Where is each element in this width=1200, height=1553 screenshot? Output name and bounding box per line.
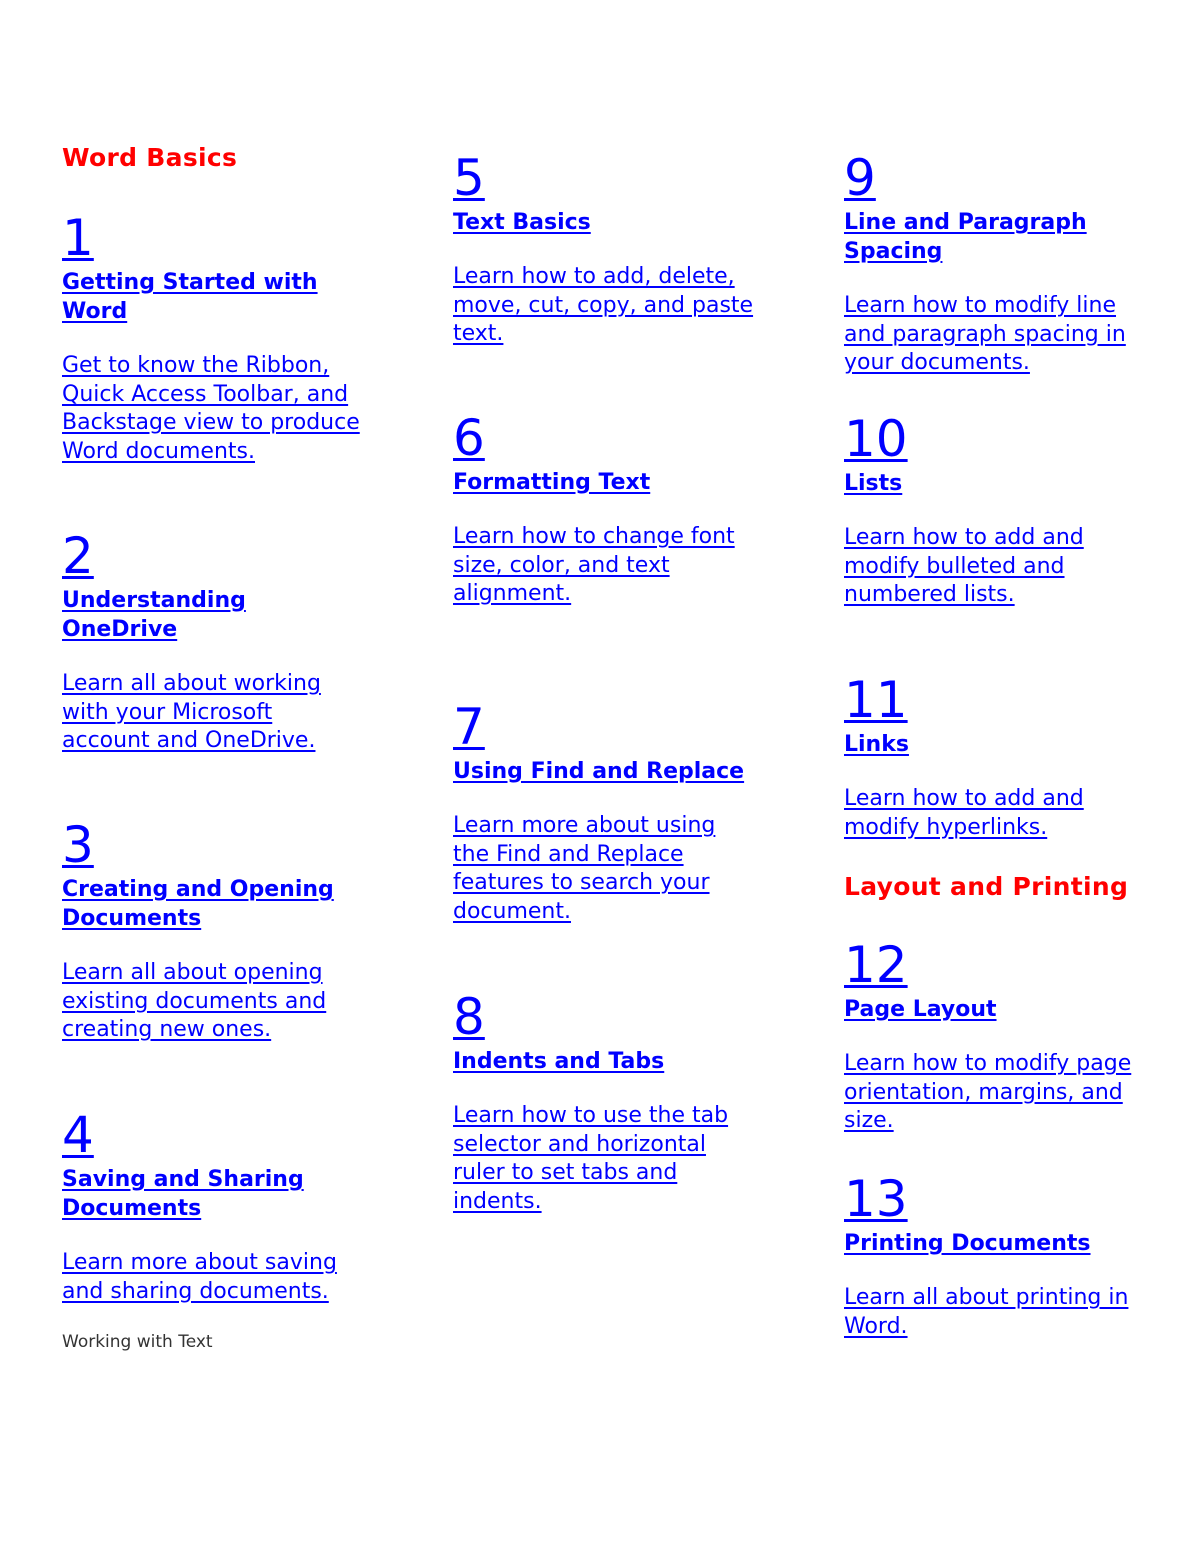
lesson-title-link[interactable]: Getting Started with Word [62,270,318,324]
lesson-number-link[interactable]: 5 [453,149,485,207]
lesson-title-link[interactable]: Indents and Tabs [453,1049,665,1074]
lesson-title-link[interactable]: Printing Documents [844,1231,1091,1256]
lesson-7 [453,698,783,926]
lesson-description-link[interactable]: Learn more about saving and sharing documents. [62,1250,337,1304]
section-heading-word-basics: Word Basics [62,143,238,172]
lesson-title-link[interactable]: Using Find and Replace [453,759,745,784]
lesson-8 [453,988,783,1216]
lesson-number-link[interactable]: 1 [62,209,94,267]
lesson-2 [62,527,392,756]
lesson-title-link[interactable]: Saving and Sharing Documents [62,1167,304,1221]
lesson-description-link[interactable]: Learn how to use the tab selector and horizontal ruler to set tabs and indents. [453,1103,729,1214]
lesson-number-link[interactable]: 7 [453,698,485,756]
lesson-number-link[interactable]: 9 [844,149,876,207]
lesson-title-link[interactable]: Formatting Text [453,470,651,495]
lesson-number-link[interactable]: 12 [844,936,908,994]
lesson-10 [844,410,1174,610]
lesson-number-link[interactable]: 13 [844,1170,908,1228]
lesson-description-link[interactable]: Learn how to add, delete, move, cut, copy, and paste text. [453,264,754,346]
working-with-text-label: Working with Text [62,1332,213,1352]
lesson-number-link[interactable]: 4 [62,1106,94,1164]
lesson-description-link[interactable]: Learn how to modify page orientation, margins, and size. [844,1051,1132,1133]
lesson-title-link[interactable]: Page Layout [844,997,997,1022]
lesson-number-link[interactable]: 2 [62,527,94,585]
lesson-number-link[interactable]: 10 [844,410,908,468]
lesson-5 [453,149,783,349]
lesson-title-link[interactable]: Lists [844,471,903,496]
lesson-6 [453,409,783,609]
lesson-number-link[interactable]: 6 [453,409,485,467]
lesson-1 [62,209,392,466]
lesson-description-link[interactable]: Get to know the Ribbon, Quick Access Toolbar, and Backstage view to produce Word documents. [62,353,360,464]
lesson-description-link[interactable]: Learn more about using the Find and Replace features to search your document. [453,813,716,924]
lesson-title-link[interactable]: Text Basics [453,210,591,235]
lesson-number-link[interactable]: 8 [453,988,485,1046]
lesson-description-link[interactable]: Learn how to modify line and paragraph spacing in your documents. [844,293,1126,375]
lesson-title-link[interactable]: Understanding OneDrive [62,588,246,642]
lesson-description-link[interactable]: Learn how to add and modify bulleted and numbered lists. [844,525,1084,607]
lesson-description-link[interactable]: Learn how to change font size, color, and text alignment. [453,524,735,606]
lesson-title-link[interactable]: Creating and Opening Documents [62,877,334,931]
lesson-number-link[interactable]: 11 [844,671,908,729]
lesson-title-link[interactable]: Links [844,732,909,757]
lesson-description-link[interactable]: Learn all about working with your Microsoft account and OneDrive. [62,671,321,753]
lesson-description-link[interactable]: Learn all about printing in Word. [844,1285,1129,1339]
lesson-11 [844,671,1174,842]
lesson-number-link[interactable]: 3 [62,816,94,874]
lesson-12 [844,936,1174,1136]
lesson-title-link[interactable]: Line and Paragraph Spacing [844,210,1087,264]
lesson-3 [62,816,392,1045]
lesson-description-link[interactable]: Learn all about opening existing documents and creating new ones. [62,960,327,1042]
section-heading-layout-printing: Layout and Printing [844,872,1129,901]
lesson-description-link[interactable]: Learn how to add and modify hyperlinks. [844,786,1084,840]
lesson-4 [62,1106,392,1306]
lesson-9 [844,149,1174,378]
lesson-13 [844,1170,1174,1341]
